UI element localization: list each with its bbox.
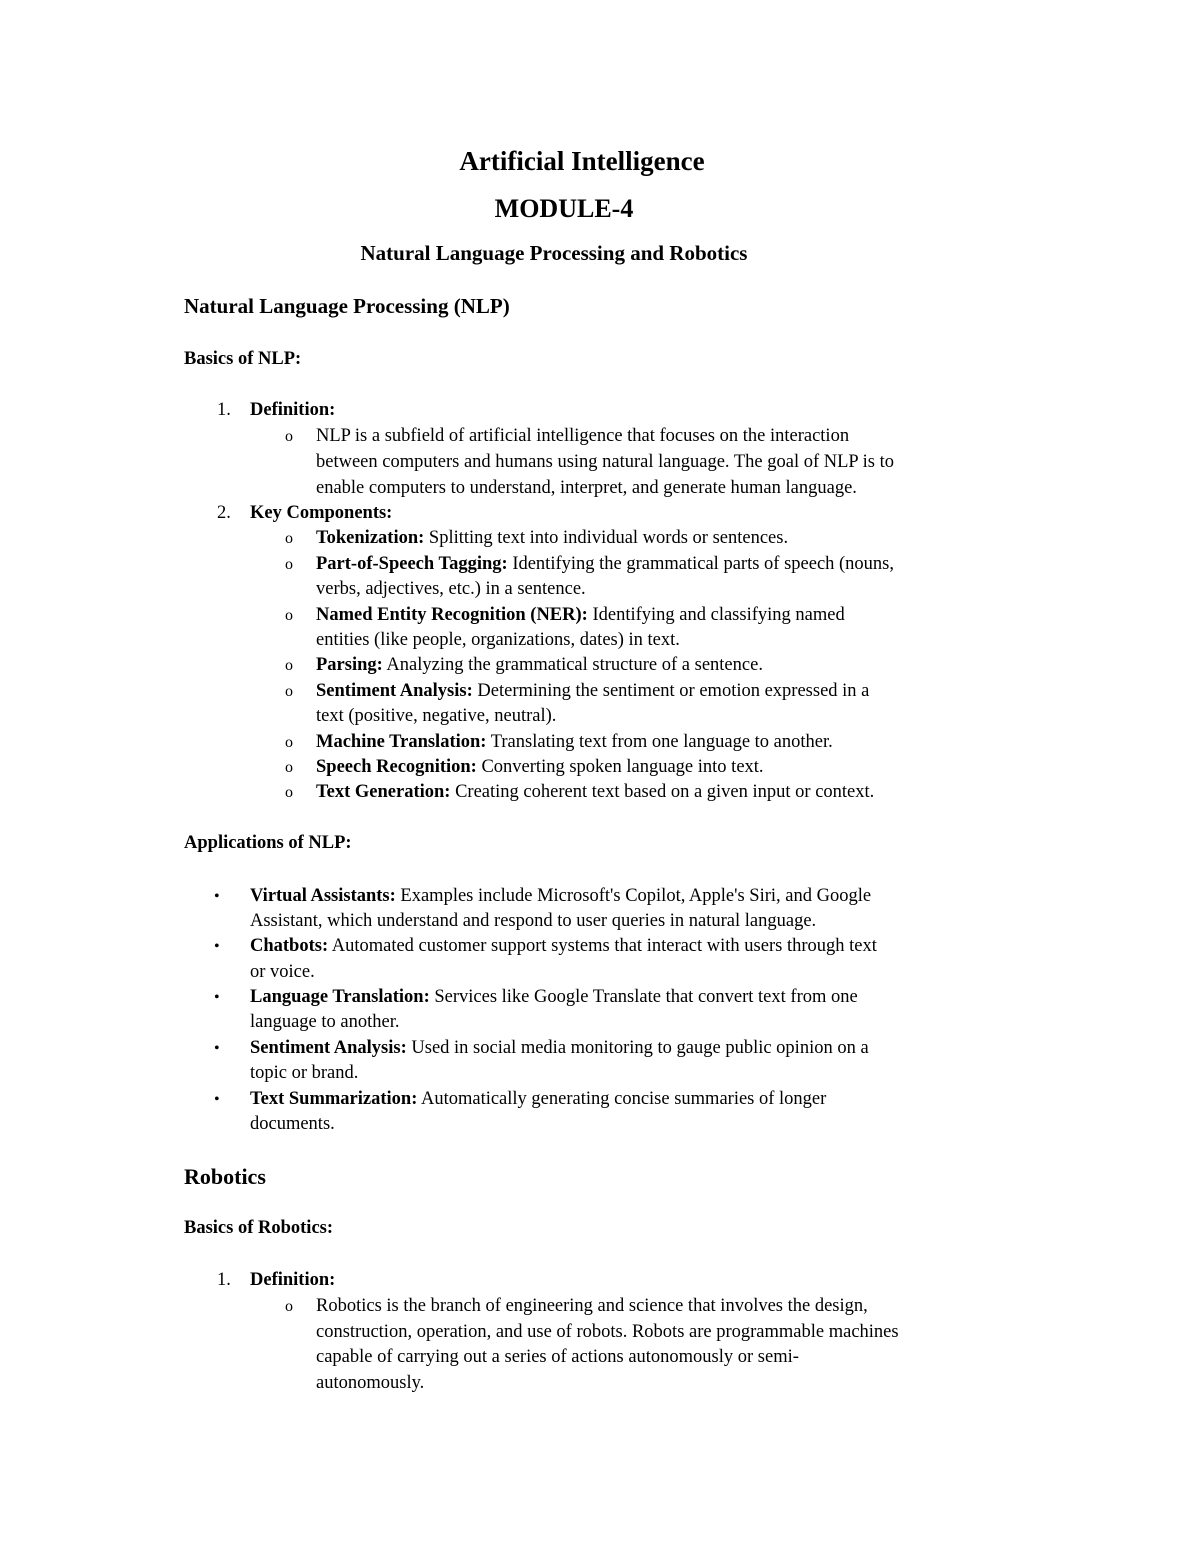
sub-bullet-marker: o xyxy=(285,556,293,573)
sub-bullet-marker: o xyxy=(285,734,293,751)
list-item xyxy=(316,679,869,705)
list-number: 1. xyxy=(217,400,231,420)
applications-heading: Applications of NLP: xyxy=(184,833,352,853)
list-item xyxy=(316,653,763,679)
list-item xyxy=(316,780,874,806)
document-title: Artificial Intelligence xyxy=(459,146,705,176)
list-item xyxy=(316,526,788,552)
list-item-text: Translating text from one language to another. xyxy=(486,732,833,752)
sub-bullet-marker: o xyxy=(285,607,293,624)
list-item-term: Named Entity Recognition (NER): xyxy=(316,605,588,625)
list-item-text: Analyzing the grammatical structure of a sentence. xyxy=(382,655,763,675)
list-item xyxy=(316,552,894,578)
sub-bullet-marker: o xyxy=(285,1298,293,1315)
list-item-term: Virtual Assistants: xyxy=(250,886,396,906)
sub-bullet-marker: o xyxy=(285,683,293,700)
sub-bullet-marker: o xyxy=(285,530,293,547)
nlp-basics-heading: Basics of NLP: xyxy=(184,349,302,369)
list-item-term: Machine Translation: xyxy=(316,732,487,752)
bullet-marker: • xyxy=(214,1040,220,1057)
list-item-text: Automatically generating concise summaries of longer xyxy=(417,1089,827,1109)
module-title: MODULE-4 xyxy=(494,194,634,223)
list-item-term: Text Generation: xyxy=(316,782,451,802)
nlp-heading: Natural Language Processing (NLP) xyxy=(184,294,510,318)
robotics-basics-heading: Basics of Robotics: xyxy=(184,1218,334,1238)
list-item-term: Speech Recognition: xyxy=(316,757,477,777)
list-item-term: Parsing: xyxy=(316,655,383,675)
list-item-term: Chatbots: xyxy=(250,936,329,956)
list-item-text: Identifying the grammatical parts of speech (nouns, xyxy=(507,554,895,574)
list-item-text: entities (like people, organizations, dates) in text. xyxy=(316,630,680,650)
sub-bullet-marker: o xyxy=(285,657,293,674)
list-item-term: Sentiment Analysis: xyxy=(250,1038,407,1058)
list-number: 2. xyxy=(217,503,231,523)
list-item-text: Used in social media monitoring to gauge public opinion on a xyxy=(406,1038,869,1058)
list-item xyxy=(250,1036,869,1062)
list-item xyxy=(250,1087,826,1113)
list-item-text: verbs, adjectives, etc.) in a sentence. xyxy=(316,579,586,599)
document-subtitle: Natural Language Processing and Robotics xyxy=(360,241,748,265)
list-item-text: text (positive, negative, neutral). xyxy=(316,706,557,726)
list-item-text: Assistant, which understand and respond to user queries in natural language. xyxy=(250,911,817,931)
list-item-text: Determining the sentiment or emotion expressed in a xyxy=(472,681,870,701)
list-item-text: Creating coherent text based on a given input or context. xyxy=(450,782,875,802)
list-item xyxy=(316,603,845,629)
list-item-text: NLP is a subfield of artificial intelligence that focuses on the interaction xyxy=(316,426,850,446)
list-item-label: Definition: xyxy=(250,1270,336,1290)
list-item-text: autonomously. xyxy=(316,1373,425,1393)
list-item-text: construction, operation, and use of robots. Robots are programmable machines xyxy=(316,1322,899,1342)
sub-bullet-marker: o xyxy=(285,784,293,801)
list-item-text: language to another. xyxy=(250,1012,400,1032)
list-item-term: Language Translation: xyxy=(250,987,430,1007)
list-item-text: Converting spoken language into text. xyxy=(476,757,764,777)
robotics-heading: Robotics xyxy=(184,1164,266,1189)
list-item-text: Splitting text into individual words or sentences. xyxy=(424,528,789,548)
list-item-text: Robotics is the branch of engineering and science that involves the design, xyxy=(316,1296,868,1316)
list-item-term: Tokenization: xyxy=(316,528,425,548)
list-item-text: enable computers to understand, interpret, and generate human language. xyxy=(316,478,857,498)
list-number: 1. xyxy=(217,1270,231,1290)
list-item xyxy=(250,985,858,1011)
list-item-label: Definition: xyxy=(250,400,336,420)
bullet-marker: • xyxy=(214,989,220,1006)
list-item xyxy=(316,755,764,781)
list-item-text: documents. xyxy=(250,1114,335,1134)
list-item xyxy=(250,934,877,960)
bullet-marker: • xyxy=(214,938,220,955)
bullet-marker: • xyxy=(214,888,220,905)
list-item-label: Key Components: xyxy=(250,503,393,523)
list-item xyxy=(316,730,833,756)
list-item-text: Services like Google Translate that convert text from one xyxy=(429,987,858,1007)
list-item-text: Identifying and classifying named xyxy=(587,605,845,625)
list-item-text: or voice. xyxy=(250,962,315,982)
list-item-text: Automated customer support systems that interact with users through text xyxy=(328,936,877,956)
list-item-term: Part-of-Speech Tagging: xyxy=(316,554,508,574)
list-item-text: Examples include Microsoft's Copilot, Apple's Siri, and Google xyxy=(395,886,872,906)
list-item-text: capable of carrying out a series of actions autonomously or semi- xyxy=(316,1347,799,1367)
list-item-term: Sentiment Analysis: xyxy=(316,681,473,701)
list-item-term: Text Summarization: xyxy=(250,1089,418,1109)
sub-bullet-marker: o xyxy=(285,428,293,445)
bullet-marker: • xyxy=(214,1091,220,1108)
list-item-text: between computers and humans using natural language. The goal of NLP is to xyxy=(316,452,894,472)
list-item-text: topic or brand. xyxy=(250,1063,359,1083)
sub-bullet-marker: o xyxy=(285,759,293,776)
list-item xyxy=(250,884,871,910)
